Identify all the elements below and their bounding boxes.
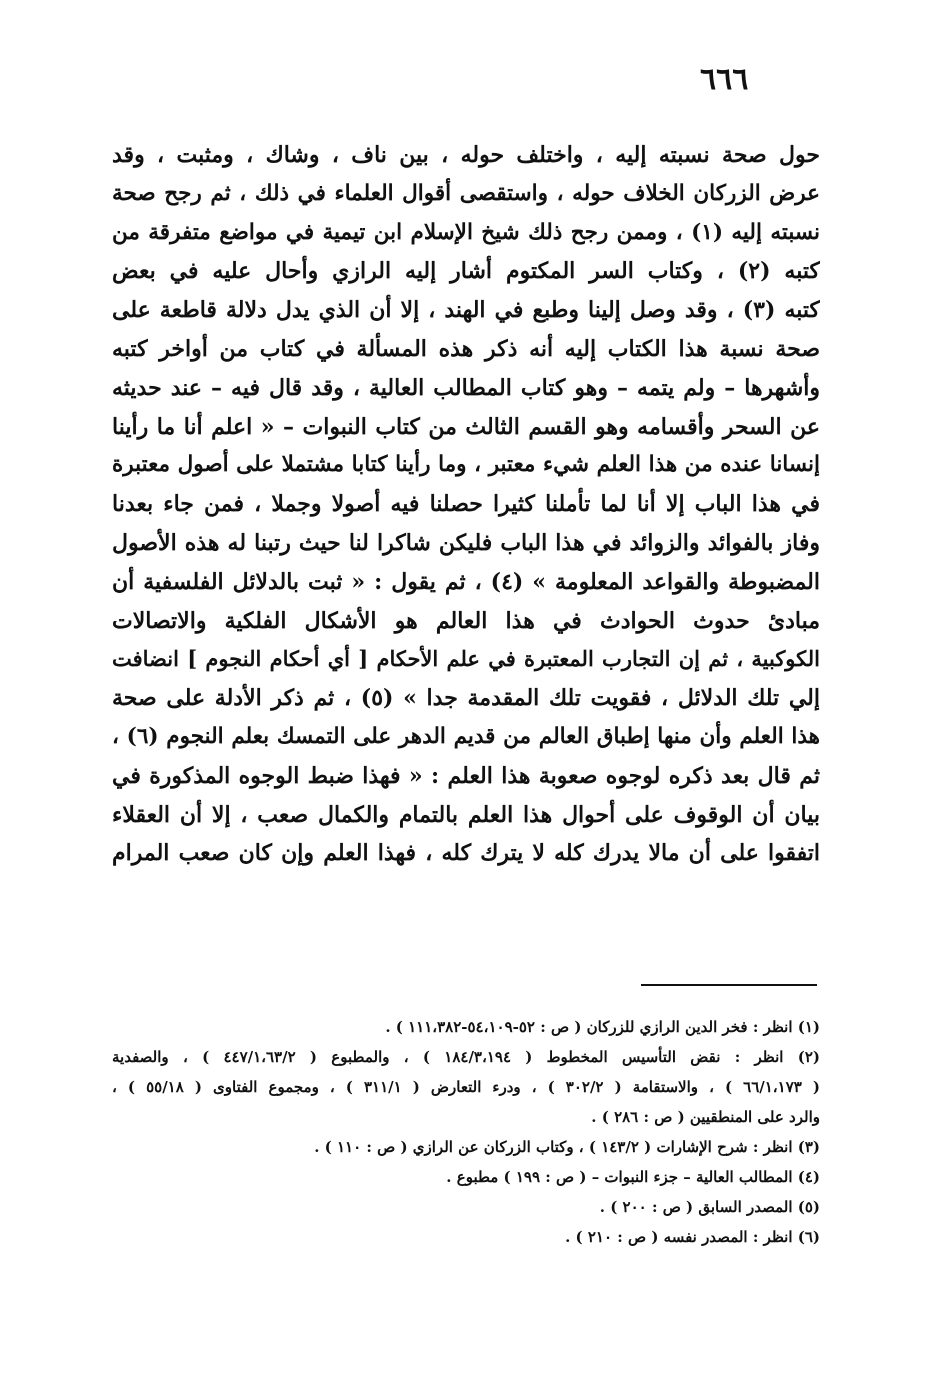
text-line: وفاز بالفوائد والزوائد في هذا الباب فليكن شاكرا لنا حيث رتبنا له هذه الأصول: [112, 529, 820, 556]
text-line: وأشهرها – ولم يتمه – وهو كتاب المطالب العالية ، وقد قال فيه – عند حديثه: [112, 374, 820, 401]
footnotes: [112, 1012, 820, 1252]
main-text: [112, 136, 820, 873]
text-line: إلي تلك الدلائل ، فقويت تلك المقدمة جدا » (٥) ، ثم ذكر الأدلة على صحة: [112, 685, 820, 712]
text-line: كتبه (٣) ، وقد وصل إلينا وطبع في الهند ، إلا أن الذي يدل دلالة قاطعة على: [112, 297, 820, 324]
footnote-4: (٤) المطالب العالية – جزء النبوات – ( ص : ١٩٩ ) مطبوع .: [446, 1168, 820, 1186]
text-line: حول صحة نسبته إليه ، واختلف حوله ، بين ناف ، وشاك ، ومثبت ، وقد: [112, 142, 820, 168]
text-line: اتفقوا على أن مالا يدرك كله لا يترك كله ، فهذا العلم وإن كان صعب المرام: [112, 840, 820, 867]
footnote-6: (٦) انظر : المصدر نفسه ( ص : ٢١٠ ) .: [565, 1228, 820, 1246]
text-line: المضبوطة والقواعد المعلومة » (٤) ، ثم يقول : « ثبت بالدلائل الفلسفية أن: [112, 568, 820, 595]
text-line: كتبه (٢) ، وكتاب السر المكتوم أشار إليه الرازي وأحال عليه في بعض: [112, 258, 820, 285]
footnote-5: (٥) المصدر السابق ( ص : ٢٠٠ ) .: [599, 1198, 820, 1216]
text-line: الكوكبية ، ثم إن التجارب المعتبرة في علم الأحكام [ أي أحكام النجوم ] انضافت: [112, 646, 820, 672]
footnote-2: (٢) انظر : نقض التأسيس المخطوط ( ١٨٤/٣،١٩٤ ) ، والمطبوع ( ٤٤٧/١،٦٣/٢ ) ، والصفدية: [112, 1048, 820, 1066]
footnote-1: (١) انظر : فخر الدين الرازي للزركان ( ص : ٥٢-٥٤،١٠٩-١١١،٣٨٢ ) .: [385, 1018, 820, 1036]
text-line: ثم قال بعد ذكره لوجوه صعوبة هذا العلم : « فهذا ضبط الوجوه المذكورة في: [112, 762, 820, 789]
footnote-2-continued: والرد على المنطقيين ( ص : ٢٨٦ ) .: [591, 1108, 820, 1126]
text-line: نسبته إليه (١) ، وممن رجح ذلك شيخ الإسلام ابن تيمية في مواضع متفرقة من: [112, 219, 820, 245]
text-line: إنسانا عنده من هذا العلم شيء معتبر ، وما رأينا كتابا مشتملا على أصول معتبرة: [112, 452, 820, 478]
text-line: عرض الزركان الخلاف حوله ، واستقصى أقوال العلماء في ذلك ، ثم رجح صحة: [112, 180, 820, 206]
text-line: عن السحر وأقسامه وهو القسم الثالث من كتاب النبوات – « اعلم أنا ما رأينا: [112, 413, 820, 440]
text-line: في هذا الباب إلا أنا لما تأملنا كثيرا حصلنا فيه أصولا وجملا ، فمن جاء بعدنا: [112, 491, 820, 518]
text-line: مبادئ حدوث الحوادث في هذا العالم هو الأشكال الفلكية والاتصالات: [112, 607, 820, 634]
text-line: صحة نسبة هذا الكتاب إليه أنه ذكر هذه المسألة في كتاب من أواخر كتبه: [112, 335, 820, 362]
footnote-3: (٣) انظر : شرح الإشارات ( ١٤٣/٢ ) ، وكتاب الزركان عن الرازي ( ص : ١١٠ ) .: [314, 1138, 820, 1156]
footnote-2-continued: ( ٦٦/١،١٧٣ ) ، والاستقامة ( ٣٠٢/٢ ) ، ودرء التعارض ( ٣١١/١ ) ، ومجموع الفتاوى ( ٥٥/١٨ ) ،: [112, 1078, 820, 1096]
text-line: بيان أن الوقوف على أحوال هذا العلم بالتمام والكمال صعب ، إلا أن العقلاء: [112, 801, 820, 828]
page-number: ٦٦٦: [700, 62, 749, 97]
footnote-separator: [641, 984, 817, 986]
text-line: هذا العلم وأن منها إطباق العالم من قديم الدهر على التمسك بعلم النجوم (٦) ،: [112, 723, 820, 749]
